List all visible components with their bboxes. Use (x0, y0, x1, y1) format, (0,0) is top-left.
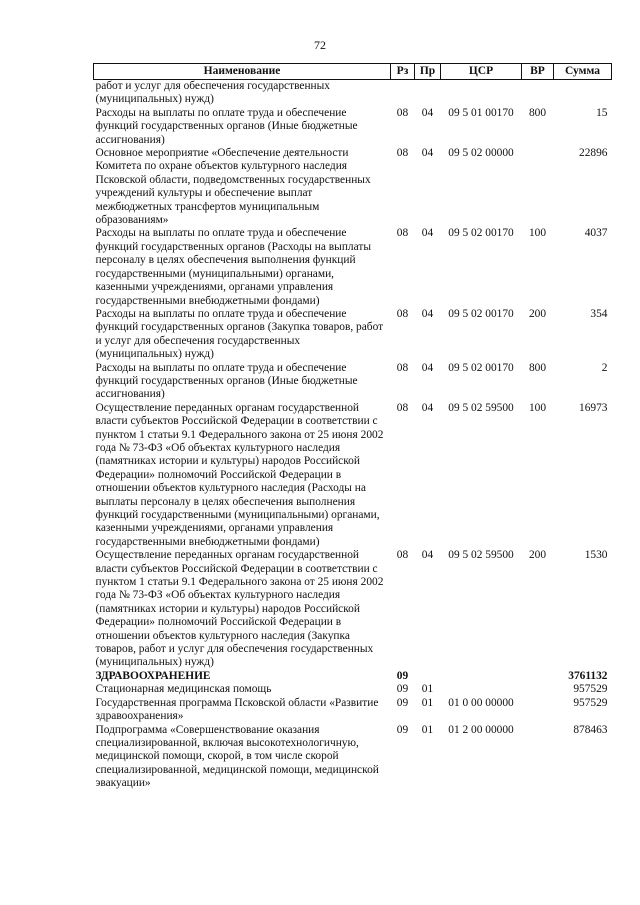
row-pr: 01 (421, 723, 434, 736)
row-rz: 08 (396, 549, 409, 562)
table-body (94, 80, 612, 791)
header-sum: Сумма (554, 64, 612, 80)
row-name: Стационарная медицинская помощь (95, 683, 272, 696)
row-rz (391, 80, 415, 107)
row-sum: 878463 (573, 723, 608, 736)
row-vr: 200 (528, 307, 547, 320)
row-csr: 09 5 02 00170 (448, 361, 514, 374)
row-sum: 15 (596, 106, 608, 119)
row-pr: 04 (421, 147, 434, 160)
row-pr: 01 (421, 683, 434, 696)
header-rz: Рз (391, 64, 415, 80)
row-vr: 200 (528, 549, 547, 562)
row-vr (522, 80, 554, 107)
row-sum: 957529 (573, 696, 608, 709)
table-row (94, 107, 612, 147)
row-pr: 04 (421, 307, 434, 320)
row-rz: 08 (396, 401, 409, 414)
row-csr: 01 0 00 00000 (448, 696, 514, 709)
row-name: Основное мероприятие «Обеспечение деятельности Комитета по охране объектов культурного наследия Псковской области, подведомственных государственных учреждений культуры и обеспечение выплат межбюджетных трансфертов муниципальным образованиям» (95, 147, 371, 227)
header-csr: ЦСР (441, 64, 522, 80)
table-row (94, 683, 612, 696)
row-sum: 22896 (579, 147, 608, 160)
row-csr: 09 5 02 00170 (448, 307, 514, 320)
row-sum (554, 80, 612, 107)
table-header-row (94, 64, 612, 80)
table-row (94, 670, 612, 683)
row-sum: 957529 (573, 683, 608, 696)
row-vr: 100 (528, 401, 547, 414)
table-row (94, 724, 612, 791)
table-row (94, 697, 612, 724)
row-csr: 09 5 01 00170 (448, 106, 514, 119)
row-rz: 08 (396, 227, 409, 240)
row-rz: 08 (396, 361, 409, 374)
row-name: Осуществление переданных органам государственной власти субъектов Российской Федерации в соответствии с пунктом 1 статьи 9.1 Федерального закона от 25 июня 2002 года № 73-ФЗ «Об объектах культурного наследия (памятниках истории и культуры) народов Российской Федерации» полномочий Российской Федерации в отношении объектов культурного наследия (Расходы на выплаты персоналу в целях обеспечения выполнения функций государственными (муниципальными) органами, казенными учреждениями, органами управления государственными внебюджетными фондами) (95, 401, 384, 548)
row-pr (415, 80, 441, 107)
row-pr (415, 670, 441, 683)
row-name: работ и услуг для обеспечения государственных (муниципальных) нужд) (95, 80, 330, 106)
row-csr (441, 670, 522, 683)
row-csr: 01 2 00 00000 (448, 723, 514, 736)
row-vr (522, 724, 554, 791)
table-row (94, 362, 612, 402)
row-rz: 08 (396, 307, 409, 320)
table-row (94, 308, 612, 362)
row-csr: 09 5 02 59500 (448, 549, 514, 562)
row-vr: 100 (528, 227, 547, 240)
row-pr: 01 (421, 696, 434, 709)
row-rz: 08 (396, 147, 409, 160)
row-name: Расходы на выплаты по оплате труда и обеспечение функций государственных органов (Иные бюджетные ассигнования) (95, 361, 358, 401)
row-sum: 2 (601, 361, 608, 374)
row-vr: 800 (528, 361, 547, 374)
page-number: 72 (314, 38, 326, 52)
row-csr: 09 5 02 59500 (448, 401, 514, 414)
table-row (94, 227, 612, 307)
row-pr: 04 (421, 401, 434, 414)
row-sum: 3761132 (568, 669, 608, 682)
header-name: Наименование (94, 64, 391, 80)
table-row (94, 402, 612, 549)
row-vr: 800 (528, 106, 547, 119)
row-vr (522, 147, 554, 227)
row-name: ЗДРАВООХРАНЕНИЕ (95, 669, 211, 682)
row-sum: 354 (590, 307, 608, 320)
row-rz: 09 (396, 696, 409, 709)
budget-table (93, 63, 612, 791)
row-csr: 09 5 02 00000 (448, 147, 514, 160)
row-name: Расходы на выплаты по оплате труда и обеспечение функций государственных органов (Расходы на выплаты персоналу в целях обеспечения выполнения функций государственными (муниципальными) органами, казенными учреждениями, органами управления государственными внебюджетными фондами) (95, 227, 371, 307)
row-pr: 04 (421, 549, 434, 562)
row-name: Подпрограмма «Совершенствование оказания специализированной, включая высокотехнологичную, медицинской помощи, скорой, в том числе скорой специализированной, медицинской помощи, медицинской эвакуации» (95, 723, 379, 790)
row-csr: 09 5 02 00170 (448, 227, 514, 240)
table-row (94, 80, 612, 107)
row-name: Государственная программа Псковской области «Развитие здравоохранения» (95, 696, 379, 723)
table-row (94, 549, 612, 670)
row-rz: 09 (396, 723, 409, 736)
row-csr (441, 80, 522, 107)
row-pr: 04 (421, 106, 434, 119)
header-vr: ВР (522, 64, 554, 80)
row-name: Расходы на выплаты по оплате труда и обеспечение функций государственных органов (Закупка товаров, работ и услуг для обеспечения государственных (муниципальных) нужд) (95, 307, 384, 361)
row-rz: 08 (396, 106, 409, 119)
row-rz: 09 (396, 683, 409, 696)
header-pr: Пр (415, 64, 441, 80)
table-row (94, 147, 612, 227)
row-rz: 09 (396, 669, 409, 682)
row-sum: 16973 (579, 401, 608, 414)
row-pr: 04 (421, 227, 434, 240)
row-vr (522, 670, 554, 683)
row-sum: 1530 (584, 549, 608, 562)
row-pr: 04 (421, 361, 434, 374)
row-name: Осуществление переданных органам государственной власти субъектов Российской Федерации в соответствии с пунктом 1 статьи 9.1 Федерального закона от 25 июня 2002 года № 73-ФЗ «Об объектах культурного наследия (памятниках истории и культуры) народов Российской Федерации» полномочий Российской Федерации в отношении объектов культурного наследия (Закупка товаров, работ и услуг для обеспечения государственных (муниципальных) нужд) (95, 549, 384, 669)
row-name: Расходы на выплаты по оплате труда и обеспечение функций государственных органов (Иные бюджетные ассигнования) (95, 106, 358, 146)
row-csr (441, 683, 522, 696)
row-vr (522, 683, 554, 696)
row-sum: 4037 (584, 227, 608, 240)
row-vr (522, 697, 554, 724)
